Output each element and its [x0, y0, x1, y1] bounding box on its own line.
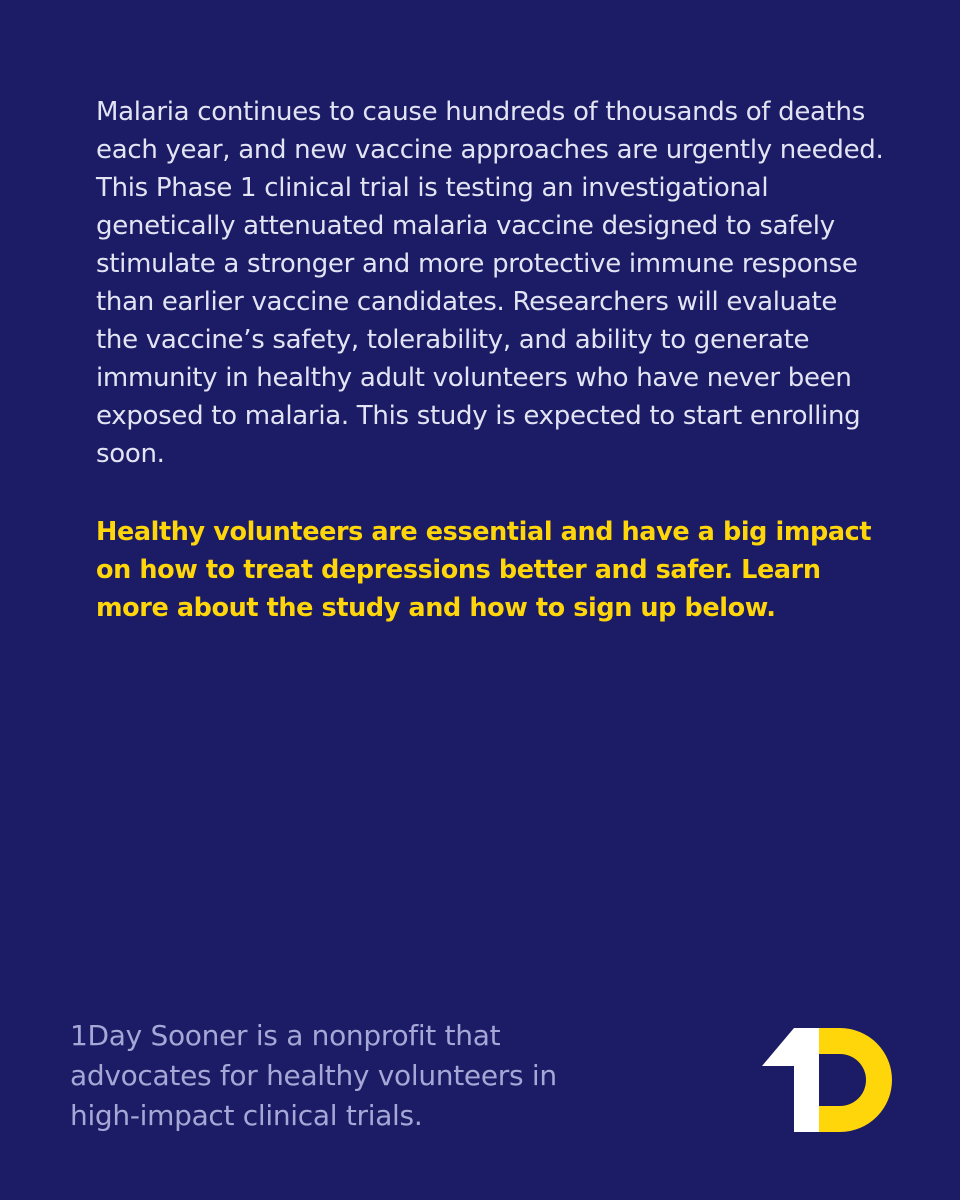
organization-tagline: 1Day Sooner is a nonprofit that advocates for healthy volunteers in high-impact clinical trials. [70, 1019, 557, 1132]
1day-sooner-logo-icon [760, 1028, 892, 1132]
volunteer-callout: Healthy volunteers are essential and have a big impact on how to treat depressions better and safer. Learn more about the study and how to sign up below. [96, 517, 872, 623]
study-description: Malaria continues to cause hundreds of thousands of deaths each year, and new vaccine approaches are urgently needed. This Phase 1 clinical trial is testing an investigational genetically attenuated malaria vaccine designed to safely stimulate a stronger and more protective immune response than earlier vaccine candidates. Researchers will evaluate the vaccine’s safety, tolerability, and ability to generate immunity in healthy adult volunteers who have never been exposed to malaria. This study is expected to start enrolling soon. [96, 97, 884, 469]
logo-one-shape [762, 1028, 819, 1132]
logo-d-shape [819, 1028, 892, 1132]
